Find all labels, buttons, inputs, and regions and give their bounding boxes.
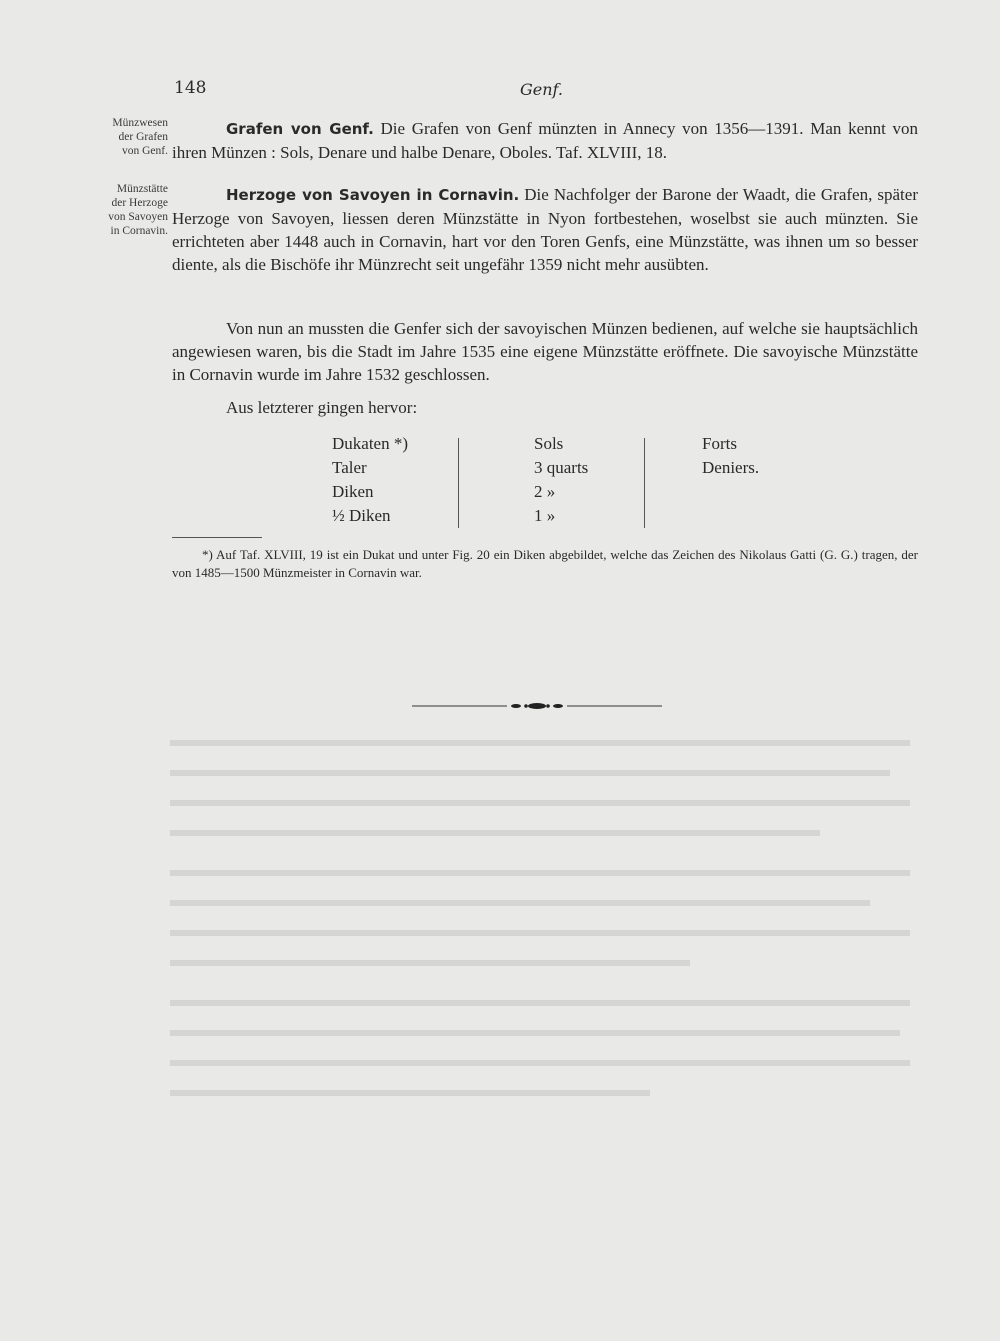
- coin-name: Diken: [332, 482, 374, 501]
- coin-list-intro: Aus letzterer gingen hervor:: [226, 398, 418, 417]
- sidenote-line: Münzwesen: [112, 117, 168, 129]
- coin-denominations-column: [702, 432, 759, 480]
- paragraph-text: Die Grafen von Genf münzten in Annecy von 1356—1391. Man kennt von ihren Münzen : Sols, Denare und halbe Denare, Oboles. Taf. XLVIII, 18.: [172, 119, 919, 162]
- show-through-texture: [160, 730, 930, 1130]
- coin-name: Taler: [332, 458, 367, 477]
- paragraph-text: Die Nachfolger der Barone der Waadt, die Grafen, später Herzoge von Savoyen, liessen deren Münzstätte in Nyon fortbestehen, woselbst sie auch münzten. Sie errichteten aber 1448 auch in Cornavin, hart vor den Toren Genfs, eine Münzstätte, was ihnen um so besser diente, als die Bischöfe ihr Münzrecht seit ungefähr 1359 nicht mehr ausübten.: [172, 185, 918, 274]
- coin-value: Sols: [534, 434, 564, 453]
- paragraph-savoyen: [172, 183, 918, 276]
- paragraph-heading: Grafen von Genf.: [226, 120, 374, 138]
- paragraph-text: Von nun an mussten die Genfer sich der savoyischen Münzen bedienen, auf welche sie hauptsächlich angewiesen waren, bis die Stadt im Jahre 1535 eine eigene Münzstätte eröffnete. Die savoyische Münzstätte in Cornavin wurde im Jahre 1532 geschlossen.: [172, 319, 918, 384]
- column-divider: [644, 438, 645, 528]
- coin-value: 2 »: [534, 482, 556, 501]
- coin-value: 1 »: [534, 506, 556, 525]
- paragraph-grafen: [172, 117, 918, 164]
- footnote-text: *) Auf Taf. XLVIII, 19 ist ein Dukat und unter Fig. 20 ein Diken abgebildet, welche das Zeichen des Nikolaus Gatti (G. G.) tragen, der von 1485—1500 Münzmeister in Cornavin war.: [172, 547, 918, 580]
- sidenote-line: der Herzoge: [111, 197, 168, 209]
- running-title: Genf.: [520, 80, 563, 99]
- page-number: 148: [174, 78, 207, 98]
- coin-values-column: [534, 432, 588, 528]
- sidenote-line: von Genf.: [122, 145, 168, 157]
- paragraph-genfer: [172, 317, 918, 386]
- coin-denomination: Deniers.: [702, 458, 760, 477]
- sidenote-line: der Grafen: [118, 131, 168, 143]
- coin-name: Dukaten *): [332, 434, 409, 453]
- footnote-rule: [172, 537, 262, 538]
- sidenote-line: von Savoyen: [108, 211, 168, 223]
- coin-denomination: Forts: [702, 434, 737, 453]
- column-divider: [458, 438, 459, 528]
- sidenote-line: in Cornavin.: [110, 225, 168, 237]
- coin-names-column: [332, 432, 408, 528]
- sidenote-savoyen: [82, 182, 168, 238]
- coin-value: 3 quarts: [534, 458, 589, 477]
- ornament-divider: [412, 700, 662, 712]
- coin-name: ½ Diken: [332, 506, 391, 525]
- sidenote-grafen: [82, 116, 168, 158]
- sidenote-line: Münzstätte: [116, 183, 168, 195]
- paragraph-heading: Herzoge von Savoyen in Cornavin.: [226, 186, 520, 204]
- footnote: [172, 546, 918, 582]
